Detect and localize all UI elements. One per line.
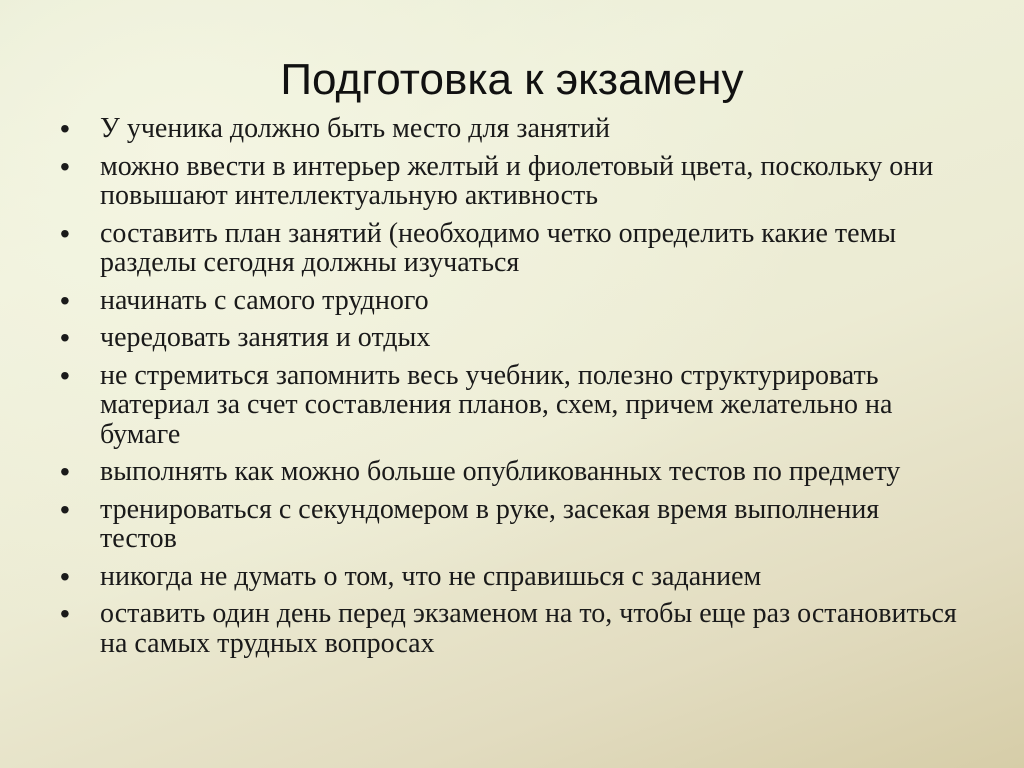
bullet-icon: • bbox=[60, 359, 70, 391]
list-item-text: составить план занятий (необходимо четко определить какие темы разделы сегодня должны изучаться bbox=[100, 217, 897, 278]
bullet-icon: • bbox=[60, 113, 70, 144]
bullet-icon: • bbox=[60, 598, 70, 629]
list-item-text: чередовать занятия и отдых bbox=[100, 322, 431, 353]
list-item bbox=[60, 457, 960, 487]
list-item-text: никогда не думать о том, что не справишься с заданием bbox=[100, 560, 762, 592]
list-item-text: можно ввести в интерьер желтый и фиолетовый цвета, поскольку они повышают интеллектуальную активность bbox=[100, 150, 934, 211]
list-item-text: не стремиться запомнить весь учебник, полезно структурировать материал за счет составления планов, схем, причем желательно на бумаге bbox=[100, 359, 893, 450]
bullet-icon: • bbox=[60, 560, 70, 592]
list-item bbox=[60, 114, 960, 144]
list-item bbox=[60, 219, 960, 278]
bullet-icon: • bbox=[60, 284, 70, 316]
list-item bbox=[60, 495, 960, 554]
list-item bbox=[60, 152, 960, 211]
bullet-icon: • bbox=[60, 150, 70, 182]
list-item-text: начинать с самого трудного bbox=[100, 284, 429, 316]
list-item-text: У ученика должно быть место для занятий bbox=[100, 113, 610, 144]
list-item-text: оставить один день перед экзаменом на то, чтобы еще раз остановиться на самых трудных вопросах bbox=[100, 598, 957, 659]
bullet-list bbox=[60, 114, 960, 666]
list-item bbox=[60, 361, 960, 450]
bullet-icon: • bbox=[60, 217, 70, 249]
list-item bbox=[60, 562, 960, 592]
list-item bbox=[60, 286, 960, 316]
bullet-icon: • bbox=[60, 456, 70, 487]
slide-title: Подготовка к экзамену bbox=[280, 55, 744, 104]
list-item-text: выполнять как можно больше опубликованных тестов по предмету bbox=[100, 456, 901, 487]
list-item bbox=[60, 323, 960, 353]
bullet-icon: • bbox=[60, 322, 70, 353]
list-item bbox=[60, 599, 960, 658]
list-item-text: тренироваться с секундомером в руке, засекая время выполнения тестов bbox=[100, 493, 880, 554]
bullet-icon: • bbox=[60, 493, 70, 525]
